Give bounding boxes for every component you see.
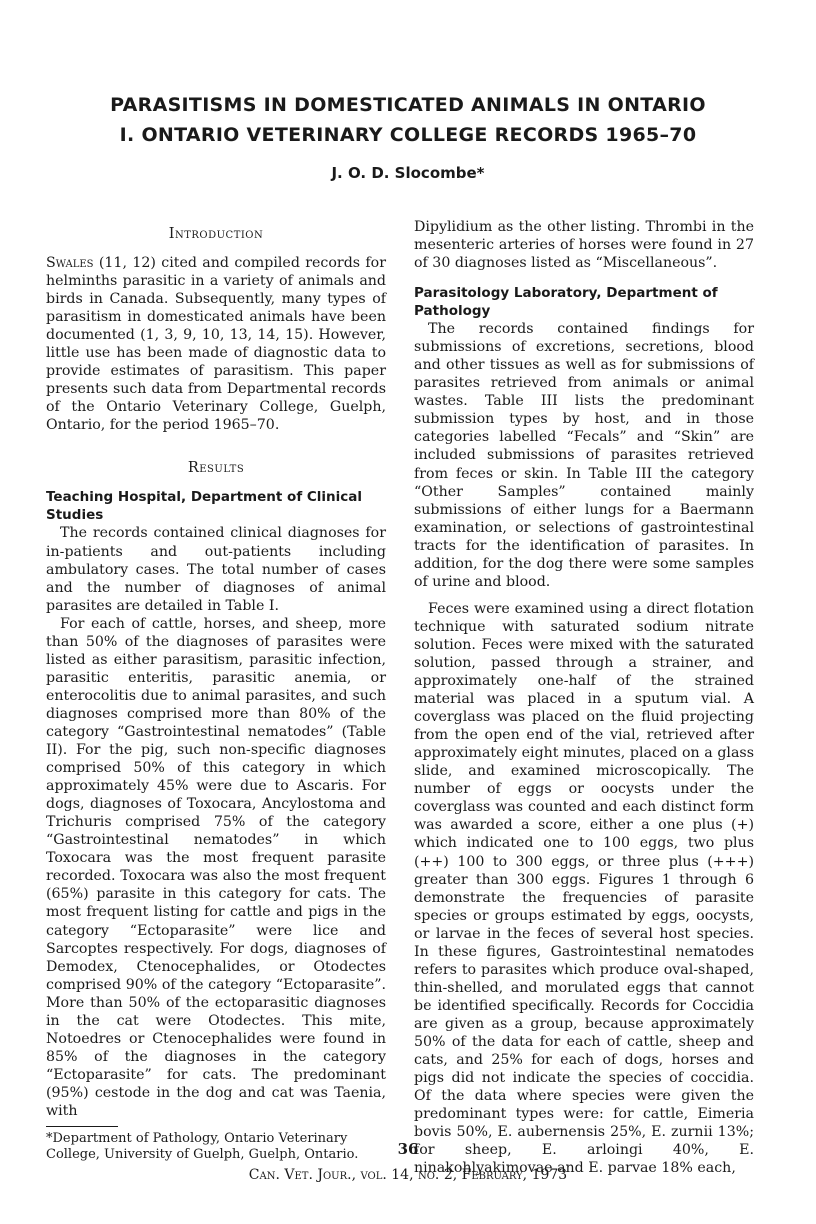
- lab-paragraph-2: Feces were examined using a direct flotation technique with saturated sodium nitrate solution. Feces were mixed with the saturated solution, passed through a strainer, and approximately one-half of the strained material was placed in a sputum vial. A coverglass was placed on the fluid projecting from the open end of the vial, retrieved after approximately eight minutes, placed on a glass slide, and examined microscopically. The number of eggs or oocysts under the coverglass was counted and each distinct form was awarded a score, either a one plus (+) which indicated one to 100 eggs, two plus (++) 100 to 300 eggs, or three plus (+++) greater than 300 eggs. Figures 1 through 6 demonstrate the frequencies of parasite species or groups estimated by eggs, oocysts, or larvae in the feces of several host species. In these figures, Gastrointestinal nematodes refers to parasites which produce oval-shaped, thin-shelled, and morulated eggs that cannot be identified specifically. Records for Coccidia are given as a group, because approximately 50% of the data for each of cattle, sheep and cats, and 25% for each of dogs, horses and pigs did not indicate the species of coccidia. Of the data where species were given the predominant types were: for cattle, Eimeria bovis 50%, E. aubernensis 25%, E. zurnii 13%; for sheep, E. arloingi 40%, E. ninakohlyakimovae and E. parvae 18% each,: [414, 600, 754, 1177]
- lab-paragraph-1: The records contained findings for submissions of excretions, secretions, blood and other tissues as well as for submissions of parasites retrieved from animals or animal wastes. Table III lists the predominant submission types by host, and in those categories labelled “Fecals” and “Skin” are included submissions of parasites retrieved from feces or skin. In Table III the category “Other Samples” contained mainly submissions of either lungs for a Baermann examination, or selections of gastrointestinal tracts for the identification of parasites. In addition, for the dog there were some samples of urine and blood.: [414, 321, 754, 590]
- parasitology-lab-heading: Parasitology Laboratory, Department of Pathology: [414, 285, 718, 320]
- intro-paragraph: [46, 254, 386, 434]
- intro-text: (11, 12) cited and compiled records for helminths parasitic in a variety of animals and birds in Canada. Subsequently, many types of parasitism in domesticated animals have been documented (1, 3, 9, 10, 13, 14, 15). However, little use has been made of diagnostic data to provide estimates of parasitism. This paper presents such data from Departmental records of the Ontario Veterinary College, Guelph, Ontario, for the period 1965–70.: [46, 255, 386, 434]
- intro-lead-word: Swales: [46, 255, 94, 271]
- introduction-heading: Introduction: [168, 226, 264, 242]
- author: J. O. D. Slocombe*: [331, 164, 485, 182]
- title-line-2: I. ONTARIO VETERINARY COLLEGE RECORDS 1965–70: [119, 124, 697, 146]
- right-column: [414, 218, 754, 1177]
- title-line-1: PARASITISMS IN DOMESTICATED ANIMALS IN ONTARIO: [110, 94, 706, 116]
- journal-citation-text: Can. Vet. Jour., vol. 14, no. 2, February, 1973: [248, 1167, 568, 1183]
- left-column: [46, 226, 386, 1163]
- footnote-rule: [46, 1126, 118, 1127]
- continued-paragraph: Dipylidium as the other listing. Thrombi in the mesenteric arteries of horses were found in 27 of 30 diagnoses listed as “Miscellaneous”.: [414, 219, 754, 272]
- journal-citation: [0, 1167, 816, 1183]
- teaching-hospital-heading: Teaching Hospital, Department of Clinical Studies: [46, 489, 363, 524]
- page-number: 36: [397, 1140, 419, 1158]
- footnote: *Department of Pathology, Ontario Veterinary College, University of Guelph, Guelph, Ontario.: [46, 1131, 359, 1163]
- results-paragraph-1: The records contained clinical diagnoses for in-patients and out-patients including ambulatory cases. The total number of cases and the number of diagnoses of animal parasites are detailed in Table I.: [46, 525, 386, 614]
- results-paragraph-2: For each of cattle, horses, and sheep, more than 50% of the diagnoses of parasites were listed as either parasitism, parasitic infection, parasitic enteritis, parasitic anemia, or enterocolitis due to animal parasites, and such diagnoses comprised more than 80% of the category “Gastrointestinal nematodes” (Table II). For the pig, such non-specific diagnoses comprised 50% of this category in which approximately 45% were due to Ascaris. For dogs, diagnoses of Toxocara, Ancylostoma and Trichuris comprised 75% of the category “Gastrointestinal nematodes” in which Toxocara was the most frequent parasite recorded. Toxocara was also the most frequent (65%) parasite in this category for cats. The most frequent listing for cattle and pigs in the category “Ectoparasite” were lice and Sarcoptes respectively. For dogs, diagnoses of Demodex, Ctenocephalides, or Otodectes comprised 90% of the category “Ectoparasite”. More than 50% of the ectoparasitic diagnoses in the cat were Otodectes. This mite, Notoedres or Ctenocephalides were found in 85% of the diagnoses in the category “Ectoparasite” for cats. The predominant (95%) cestode in the dog and cat was Taenia, with: [46, 615, 386, 1119]
- results-heading: Results: [187, 460, 245, 477]
